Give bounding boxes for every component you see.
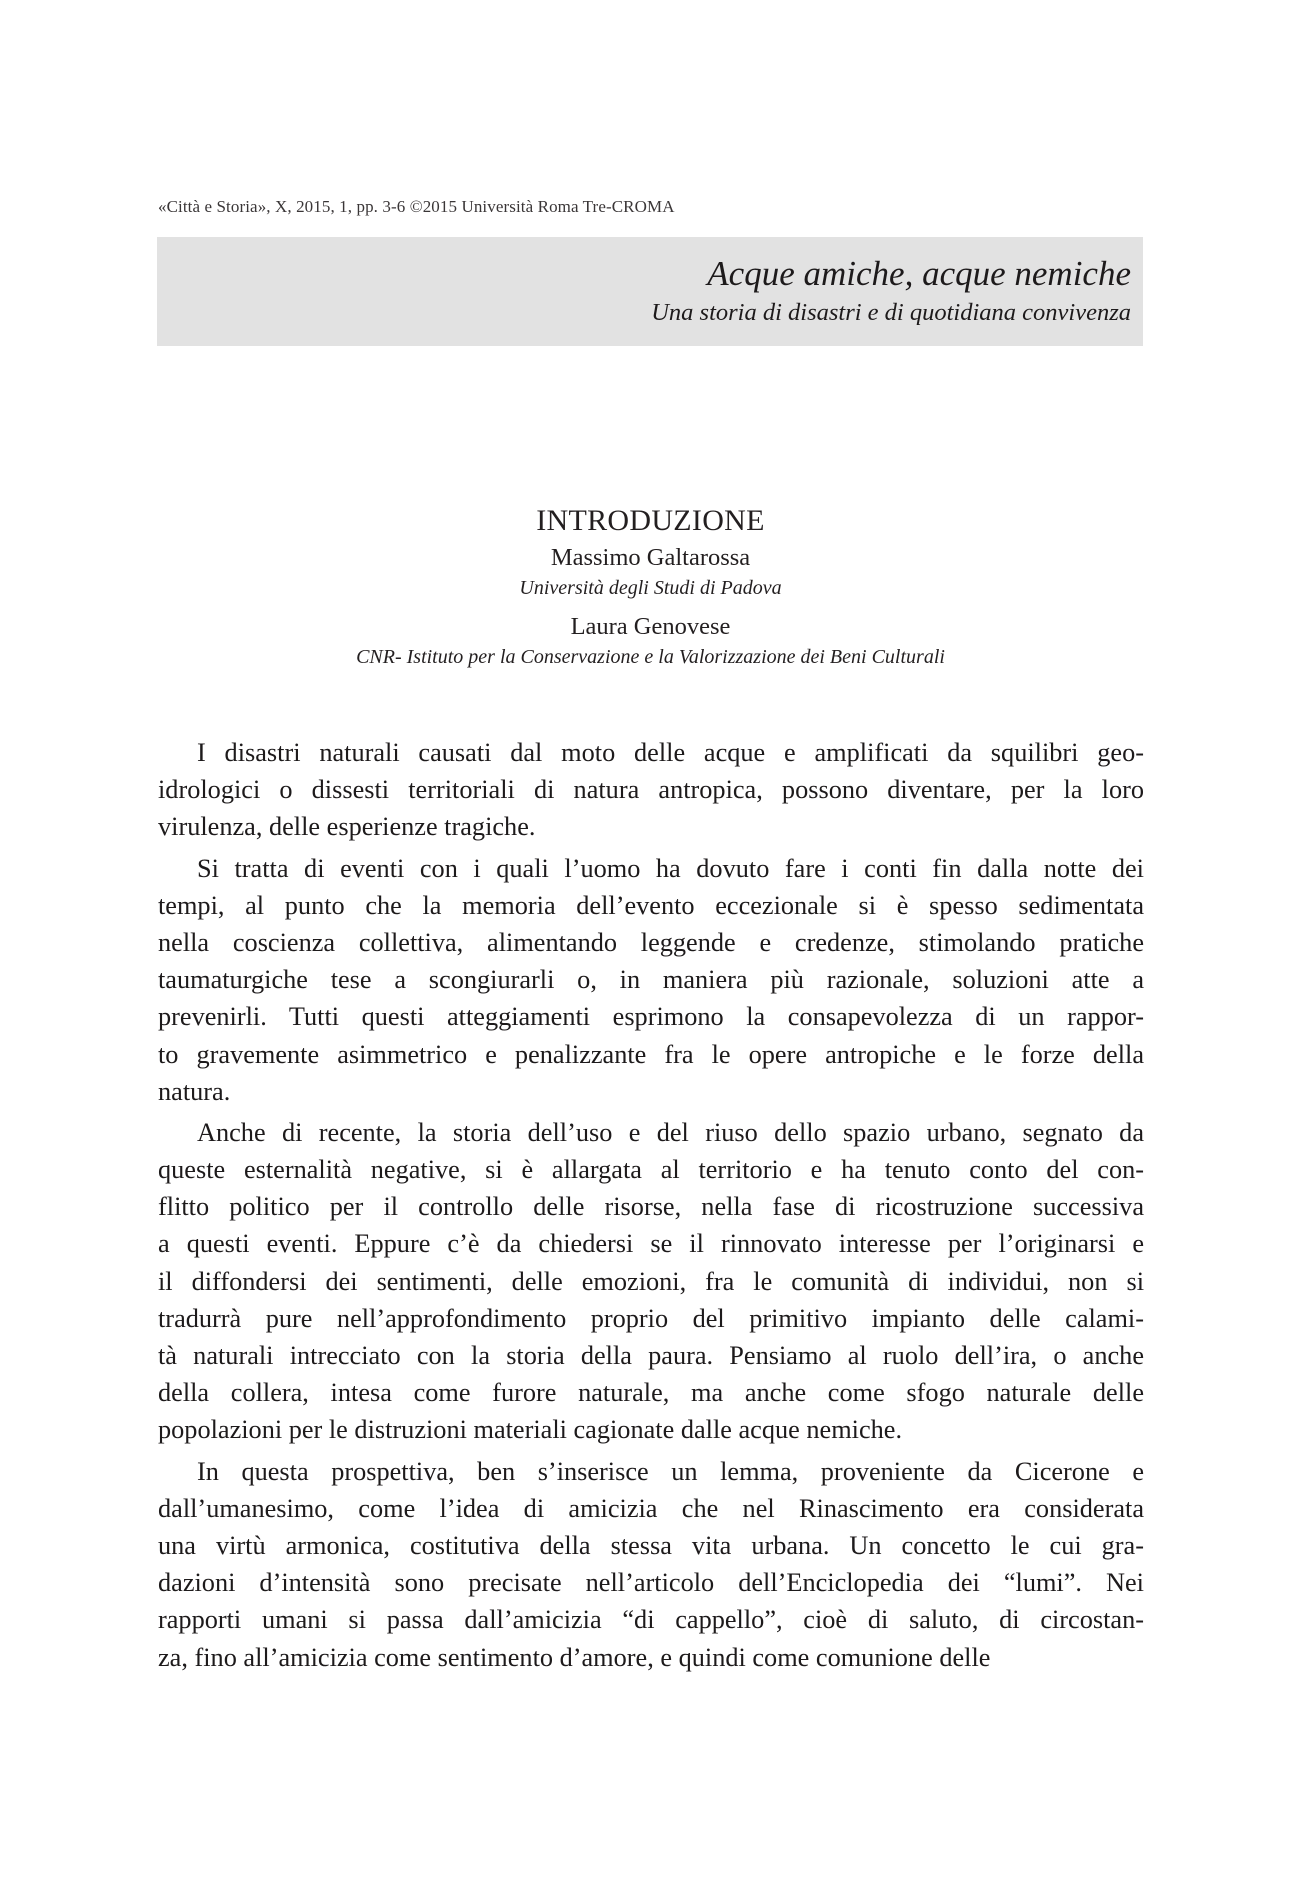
text-line: taumaturgiche tese a scongiurarli o, in maniera più razionale, soluzioni atte a bbox=[158, 965, 1144, 995]
text-line: tà naturali intrecciato con la storia della paura. Pensiamo al ruolo dell’ira, o anche bbox=[158, 1341, 1144, 1370]
author-affiliation: CNR- Istituto per la Conservazione e la Valorizzazione dei Beni Culturali bbox=[356, 646, 945, 668]
journal-citation: «Città e Storia», X, 2015, 1, pp. 3-6 ©2015 Università Roma Tre-CROMA bbox=[158, 197, 675, 216]
body-text bbox=[158, 734, 1144, 1676]
text-line: I disastri naturali causati dal moto delle acque e amplificati da squilibri geo- bbox=[197, 738, 1144, 767]
text-line: queste esternalità negative, si è allargata al territorio e ha tenuto conto del con- bbox=[158, 1155, 1144, 1185]
text-line: za, fino all’amicizia come sentimento d’amore, e quindi come comunione delle bbox=[158, 1642, 991, 1672]
paragraph bbox=[158, 1114, 1144, 1449]
article-heading bbox=[158, 503, 1143, 681]
text-line: una virtù armonica, costitutiva della stessa vita urbana. Un concetto le cui gra- bbox=[158, 1530, 1144, 1560]
paragraph bbox=[158, 850, 1144, 1110]
text-line: tempi, al punto che la memoria dell’evento eccezionale si è spesso sedimentata bbox=[158, 890, 1144, 920]
text-line: popolazioni per le distruzioni materiali cagionate dalle acque nemiche. bbox=[158, 1415, 903, 1445]
author-affiliation: Università degli Studi di Padova bbox=[519, 577, 782, 599]
author-name: Laura Genovese bbox=[570, 613, 731, 640]
text-line: flitto politico per il controllo delle risorse, nella fase di ricostruzione successiva bbox=[158, 1192, 1144, 1222]
text-line: il diffondersi dei sentimenti, delle emozioni, fra le comunità di individui, non si bbox=[158, 1266, 1144, 1296]
text-line: Anche di recente, la storia dell’uso e del riuso dello spazio urbano, segnato da bbox=[197, 1117, 1144, 1147]
paragraph bbox=[158, 1453, 1144, 1676]
text-line: a questi eventi. Eppure c’è da chiedersi se il rinnovato interesse per l’originarsi e bbox=[158, 1229, 1144, 1259]
text-line: to gravemente asimmetrico e penalizzante fra le opere antropiche e le forze della bbox=[158, 1039, 1144, 1069]
section-title: INTRODUZIONE bbox=[536, 504, 765, 537]
text-line: prevenirli. Tutti questi atteggiamenti esprimono la consapevolezza di un rappor- bbox=[158, 1002, 1144, 1032]
text-line: Si tratta di eventi con i quali l’uomo ha dovuto fare i conti fin dalla notte dei bbox=[197, 853, 1144, 883]
text-line: nella coscienza collettiva, alimentando leggende e credenze, stimolando pratiche bbox=[158, 927, 1144, 957]
text-line: In questa prospettiva, ben s’inserisce un lemma, proveniente da Cicerone e bbox=[197, 1456, 1144, 1486]
text-line: virulenza, delle esperienze tragiche. bbox=[158, 812, 536, 842]
text-line: della collera, intesa come furore naturale, ma anche come sfogo naturale delle bbox=[158, 1378, 1144, 1408]
text-line: rapporti umani si passa dall’amicizia “di cappello”, cioè di saluto, di circostan- bbox=[158, 1605, 1144, 1635]
text-line: tradurrà pure nell’approfondimento proprio del primitivo impianto delle calami- bbox=[158, 1303, 1144, 1333]
paragraph bbox=[158, 734, 1144, 846]
text-line: dazioni d’intensità sono precisate nell’articolo dell’Enciclopedia dei “lumi”. Nei bbox=[158, 1568, 1144, 1598]
text-line: natura. bbox=[158, 1076, 231, 1106]
volume-subtitle: Una storia di disastri e di quotidiana convivenza bbox=[651, 299, 1131, 326]
title-band bbox=[157, 237, 1143, 346]
volume-title: Acque amiche, acque nemiche bbox=[707, 254, 1131, 293]
text-line: idrologici o dissesti territoriali di natura antropica, possono diventare, per la loro bbox=[158, 775, 1144, 805]
text-line: dall’umanesimo, come l’idea di amicizia che nel Rinascimento era considerata bbox=[158, 1493, 1144, 1523]
author-name: Massimo Galtarossa bbox=[550, 544, 751, 571]
